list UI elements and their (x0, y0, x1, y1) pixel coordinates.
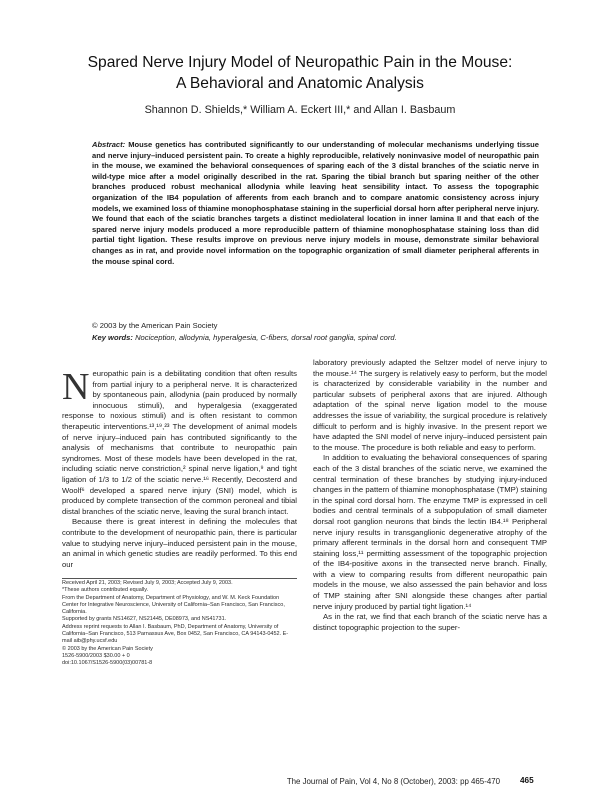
footnote: Supported by grants NS14627, NS21445, DE08973, and NS41731. (62, 616, 227, 623)
intro-paragraph-1 (62, 366, 297, 517)
footnote: © 2003 by the American Pain Society (62, 645, 153, 652)
footnote: 1526-5900/2003 $30.00 + 0 (62, 652, 130, 659)
keywords-label: Key words: (92, 333, 133, 342)
footnote: From the Department of Anatomy, Department of Physiology, and W. M. Keck Foundation Center for Integrative Neuroscience, University of California–San Francisco, San Francisco, California. (62, 594, 285, 616)
title-line-2: A Behavioral and Anatomic Analysis (176, 75, 424, 92)
footnotes (62, 580, 297, 668)
abstract-label: Abstract: (92, 140, 126, 149)
intro-paragraph-2: Because there is great interest in defining the molecules that contribute to the development of neuropathic pain, there is particular value to studying nerve injury–induced persistent pain in the mouse, an animal in which genetic studies are readily performed. To this end our (62, 517, 297, 569)
body-column-right (313, 358, 547, 633)
abstract-text: Mouse genetics has contributed significantly to our understanding of molecular mechanisms underlying tissue and nerve injury–induced persistent pain. To create a highly reproducible, relatively noninvasive model of neuropathic pain in the mouse, we examined the behavioral consequences of sparing each of the 3 distal branches of the sciatic nerve in wild-type mice after a model originally described in the rat. Sparing the tibial branch but sparing neither of the other branches produced robust mechanical allodynia while leaving heat sensibility intact. To assess the topographic organization of the IB4 population of afferents from each branch and to compare anatomic consistency across injury models, we examined loss of thiamine monophosphatase staining in the superficial dorsal horn after peripheral nerve injury. We found that each of the sciatic branches targets a distinct mediolateral location in inner lamina II and that each of the spared nerve injury models produced a more reproducible pattern of thiamine monophosphatase staining loss than did partial tight ligation. These results improve on previous nerve injury models in mouse, demonstrate similar behavioral changes as in rat, and provide novel information on the topographic organization of small diameter peripheral afferents in the mouse spinal cord. (92, 140, 539, 266)
footnote: doi:10.1067/S1526-5900(03)00781-8 (62, 660, 153, 667)
right-paragraph-1: laboratory previously adapted the Seltzer model of nerve injury to the mouse.¹⁴ The surgery is relatively easy to perform, but the model is characterized by considerable variability in the number and particular subsets of peripheral axons that are injured. Although adaptation of the spinal nerve ligation model to the mouse addresses the issue of variability, the surgical procedure is relatively difficult to perform and is highly invasive. In the present report we have adapted the SNI model of nerve injury–induced persistent pain to the mouse. The procedure is both reliable and easy to perform. (313, 358, 547, 452)
keywords (92, 333, 539, 342)
right-paragraph-2: In addition to evaluating the behavioral consequences of sparing each of the 3 distal branches of the sciatic nerve, we examined the central termination of these branches by studying injury-induced changes in the pattern of thiamine monophosphatase (TMP) staining in the spinal cord dorsal horn. The enzyme TMP is expressed in cell bodies and central terminals of a subpopulation of small diameter dorsal root ganglion neurons that binds the lectin IB4.¹⁸ Peripheral nerve injury results in transganglionic degenerative atrophy of the primary afferent terminals in the dorsal horn and consequent TMP staining loss,¹¹ permitting assessment of the topographic projection of the IB4-positive axons in the transected nerve branch. Finally, with a view to comparing results from different neuropathic pain models in the mouse, we also assessed the pain behavior and loss of TMP staining after SNI alongside these changes after partial nerve injury produced by partial tight ligation.¹⁴ (313, 453, 547, 611)
title-line-1: Spared Nerve Injury Model of Neuropathic Pain in the Mouse: (87, 54, 513, 71)
intro-paragraph-1-text: europathic pain is a debilitating condition that often results from partial injury to a peripheral nerve. It is characterized by spontaneous pain, allodynia (pain produced by normally innocuous stimuli), and hyperalgesia (exaggerated response to noxious stimuli) and is often resistant to common therapeutic interventions.¹³,¹⁹,²³ The development of animal models of nerve injury–induced pain has contributed significantly to the analysis of mechanisms that contribute to neuropathic pain syndromes. Most of these models have been developed in the rat, including sciatic nerve constriction,² spinal nerve ligation,⁹ and tight ligation of 1/3 to 1/2 of the sciatic nerve.¹⁶ Recently, Decosterd and Woolf⁶ developed a spared nerve injury (SNI) model, which is produced by complete transection of the common peroneal and tibial distal branches of the sciatic nerve, leaving the sural branch intact. (62, 369, 297, 516)
footnote: Address reprint requests to Allan I. Basbaum, PhD, Department of Anatomy, University of California–San Francisco, 513 Parnassus Ave, Box 0452, San Francisco, CA 94143-0452. E-mail aib@phy.ucsf.edu (62, 623, 289, 645)
author-list: Shannon D. Shields,* William A. Eckert III,* and Allan I. Basbaum (144, 104, 456, 116)
body-column-left (62, 366, 297, 570)
footnote: Received April 21, 2003; Revised July 9, 2003; Accepted July 9, 2003. (62, 580, 233, 586)
abstract-copyright: © 2003 by the American Pain Society (92, 321, 218, 330)
abstract (92, 140, 539, 267)
page-number: 465 (520, 776, 534, 785)
journal-reference: The Journal of Pain, Vol 4, No 8 (October), 2003: pp 465-470 (286, 777, 500, 786)
drop-cap: N (62, 366, 90, 408)
footnote: *These authors contributed equally. (62, 587, 149, 594)
footnote-divider (62, 578, 297, 579)
paper-title (40, 52, 560, 94)
right-paragraph-3: As in the rat, we find that each branch of the sciatic nerve has a distinct topographic projection to the super- (313, 612, 547, 632)
keywords-list: Nociception, allodynia, hyperalgesia, C-fibers, dorsal root ganglia, spinal cord. (135, 333, 397, 342)
